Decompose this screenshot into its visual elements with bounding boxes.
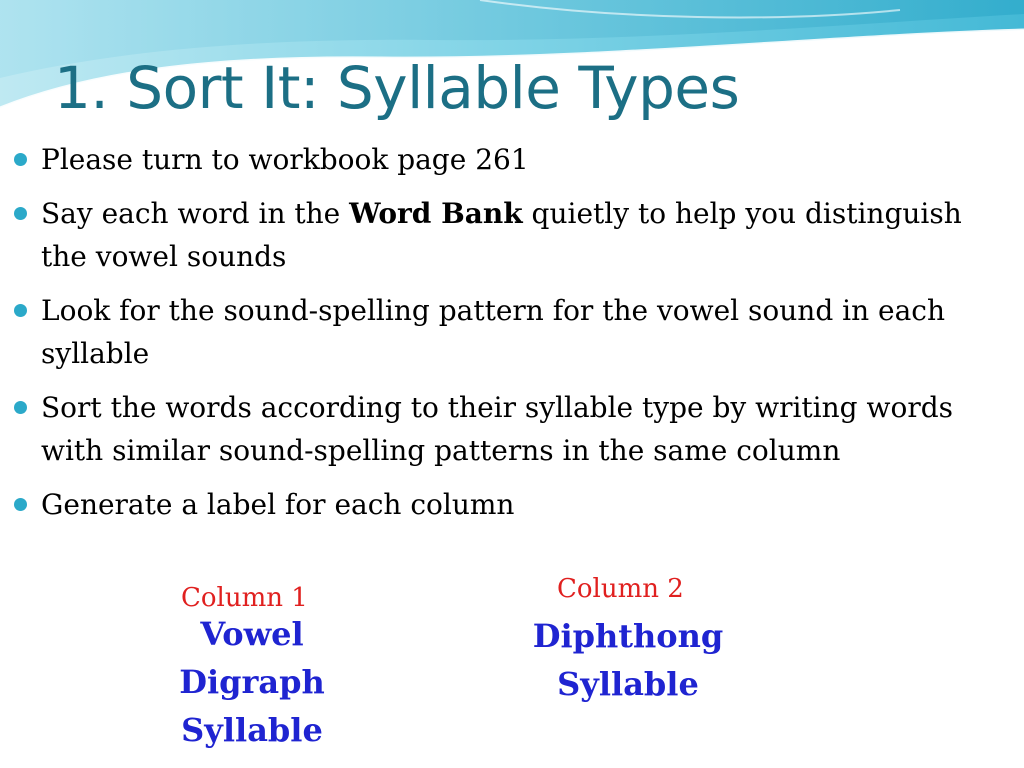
bullet-text: Please turn to workbook page 261 <box>41 143 529 176</box>
bullet-icon <box>14 207 27 220</box>
bullet-text: Look for the sound-spelling pattern for the vowel sound in each syllable <box>41 294 946 370</box>
column-2-label: Column 2 <box>557 574 684 604</box>
column-2-words <box>503 612 753 708</box>
bullet-text: Generate a label for each column <box>41 488 515 521</box>
bullet-icon <box>14 401 27 414</box>
bullet-item <box>14 138 1004 181</box>
bullet-icon <box>14 498 27 511</box>
bullet-item <box>14 192 1004 278</box>
bullet-text: Say each word in the <box>41 197 350 230</box>
bullet-item <box>14 386 1004 472</box>
column-1-word: Vowel <box>200 615 304 653</box>
column-1-word: Digraph <box>179 663 325 701</box>
bullet-icon <box>14 153 27 166</box>
column-2-word: Diphthong <box>532 617 724 655</box>
bullet-icon <box>14 304 27 317</box>
slide-title: 1. Sort It: Syllable Types <box>54 54 740 122</box>
column-1-word: Syllable <box>181 711 323 749</box>
bullet-item <box>14 483 1004 526</box>
bullet-text: Sort the words according to their syllable type by writing words with similar sound-spelling patterns in the same column <box>41 391 953 467</box>
bullet-item <box>14 289 1004 375</box>
bullet-emphasis: Word Bank <box>349 197 523 230</box>
bullet-list <box>14 138 1004 537</box>
bullet-text: quietly to help you distinguish the vowel sounds <box>41 197 962 273</box>
column-1-words <box>152 610 352 754</box>
column-2-word: Syllable <box>557 665 699 703</box>
column-1-label: Column 1 <box>181 583 308 613</box>
